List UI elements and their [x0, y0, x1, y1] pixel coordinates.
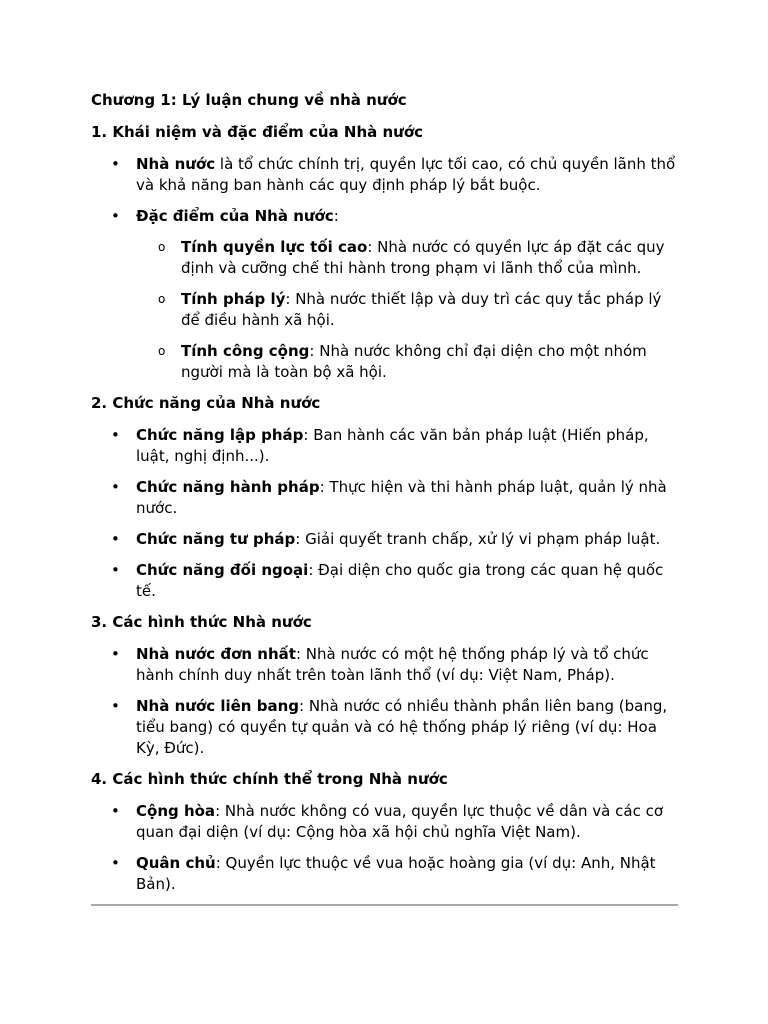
item-text: : Quyền lực thuộc về vua hoặc hoàng gia (ví dụ: Anh, Nhật Bản). [136, 854, 656, 893]
list-item [91, 154, 681, 196]
sublist-item [136, 237, 681, 279]
list-item [91, 560, 681, 602]
item-text: là tổ chức chính trị, quyền lực tối cao, có chủ quyền lãnh thổ và khả năng ban hành các quy định pháp lý bắt buộc. [136, 155, 676, 194]
list-item [91, 696, 681, 759]
subitem-text: : Nhà nước có quyền lực áp đặt các quy định và cưỡng chế thi hành trong phạm vi lãnh thổ của mình. [181, 238, 665, 277]
section-heading-2: 2. Chức năng của Nhà nước [91, 394, 321, 412]
item-term: Đặc điểm của Nhà nước [136, 207, 334, 225]
item-term: Cộng hòa [136, 802, 216, 820]
section-heading-1: 1. Khái niệm và đặc điểm của Nhà nước [91, 123, 424, 141]
item-term: Nhà nước đơn nhất [136, 645, 296, 663]
item-term: Nhà nước [136, 155, 216, 173]
list-item [91, 425, 681, 467]
item-term: Chức năng hành pháp [136, 478, 320, 496]
subitem-text: : Nhà nước không chỉ đại diện cho một nhóm người mà là toàn bộ xã hội. [181, 342, 647, 381]
list-item [91, 644, 681, 686]
list-item [91, 206, 681, 383]
list-item [91, 529, 681, 550]
sublist-item [136, 289, 681, 331]
horizontal-rule [91, 904, 678, 906]
item-separator: : [333, 207, 339, 225]
item-text: : Nhà nước có một hệ thống pháp lý và tổ chức hành chính duy nhất trên toàn lãnh thổ (ví dụ: Việt Nam, Pháp). [136, 645, 649, 684]
document-content [91, 90, 681, 905]
subitem-term: Tính pháp lý [181, 290, 286, 308]
item-term: Nhà nước liên bang [136, 697, 299, 715]
item-term: Chức năng lập pháp [136, 426, 304, 444]
subitem-term: Tính quyền lực tối cao [181, 238, 368, 256]
section-4-list [91, 801, 681, 895]
section-3-list [91, 644, 681, 759]
item-text: : Giải quyết tranh chấp, xử lý vi phạm pháp luật. [295, 530, 661, 548]
section-2-list [91, 425, 681, 602]
characteristics-sublist [136, 237, 681, 383]
item-term: Quân chủ [136, 854, 216, 872]
item-term: Chức năng đối ngoại [136, 561, 309, 579]
chapter-title: Chương 1: Lý luận chung về nhà nước [91, 91, 407, 109]
subitem-term: Tính công cộng [181, 342, 310, 360]
section-heading-4: 4. Các hình thức chính thể trong Nhà nước [91, 770, 448, 788]
list-item [91, 801, 681, 843]
item-text: : Thực hiện và thi hành pháp luật, quản lý nhà nước. [136, 478, 667, 517]
list-item [91, 477, 681, 519]
section-heading-3: 3. Các hình thức Nhà nước [91, 613, 312, 631]
item-text: : Nhà nước không có vua, quyền lực thuộc về dân và các cơ quan đại diện (ví dụ: Cộng hòa xã hội chủ nghĩa Việt Nam). [136, 802, 664, 841]
item-term: Chức năng tư pháp [136, 530, 296, 548]
list-item [91, 853, 681, 895]
section-1-list [91, 154, 681, 383]
item-text: : Ban hành các văn bản pháp luật (Hiến pháp, luật, nghị định...). [136, 426, 649, 465]
subitem-text: : Nhà nước thiết lập và duy trì các quy tắc pháp lý để điều hành xã hội. [181, 290, 662, 329]
item-text: : Nhà nước có nhiều thành phần liên bang (bang, tiểu bang) có quyền tự quản và có hệ thống pháp lý riêng (ví dụ: Hoa Kỳ, Đức). [136, 697, 668, 757]
sublist-item [136, 341, 681, 383]
item-text: : Đại diện cho quốc gia trong các quan hệ quốc tế. [136, 561, 664, 600]
